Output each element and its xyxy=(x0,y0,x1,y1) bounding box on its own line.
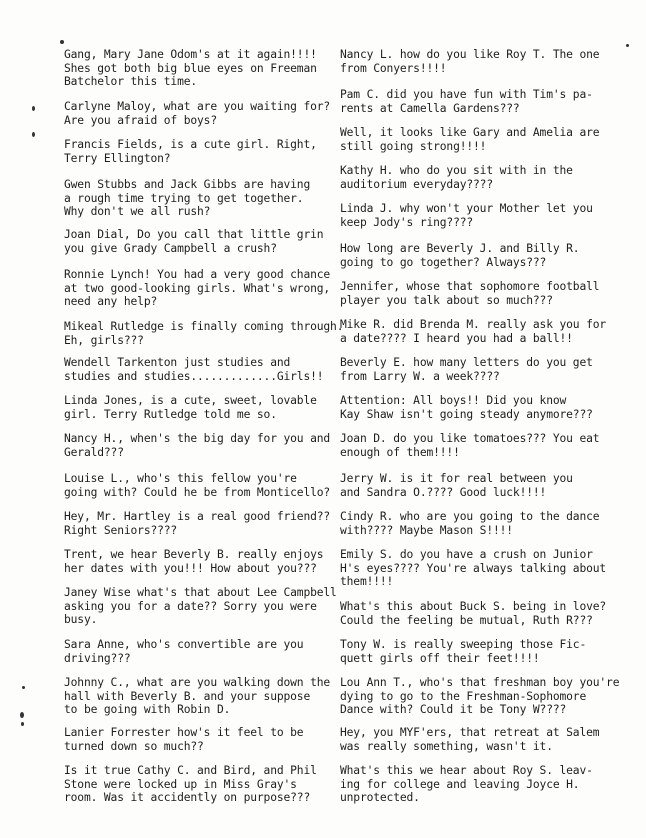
gossip-item: What's this about Buck S. being in love? Could the feeling be mutual, Ruth R??? xyxy=(340,600,607,627)
gossip-item: Linda J. why won't your Mother let you keep Jody's ring???? xyxy=(340,202,593,229)
gossip-item: Is it true Cathy C. and Bird, and Phil Stone were locked up in Miss Gray's room. Was it accidently on purpose??? xyxy=(64,764,317,805)
gossip-item: Nancy H., when's the big day for you and Gerald??? xyxy=(64,432,331,459)
scan-speck xyxy=(60,40,64,44)
gossip-item: Tony W. is really sweeping those Fic- quett girls off their feet!!!! xyxy=(340,638,587,665)
gossip-item: Trent, we hear Beverly B. really enjoys her dates with you!!! How about you??? xyxy=(64,548,324,575)
gossip-item: Ronnie Lynch! You had a very good chance at two good-looking girls. What's wrong, need any help? xyxy=(64,268,331,309)
scan-speck xyxy=(32,132,35,137)
gossip-item: Joan Dial, Do you call that little grin you give Grady Campbell a crush? xyxy=(64,228,324,255)
gossip-item: Carlyne Maloy, what are you waiting for? Are you afraid of boys? xyxy=(64,100,331,127)
gossip-item: Nancy L. how do you like Roy T. The one from Conyers!!!! xyxy=(340,48,600,75)
gossip-item: How long are Beverly J. and Billy R. going to go together? Always??? xyxy=(340,242,580,269)
gossip-item: Pam C. did you have fun with Tim's pa- rents at Camella Gardens??? xyxy=(340,88,593,115)
gossip-item: Louise L., who's this fellow you're going with? Could he be from Monticello? xyxy=(64,472,331,499)
gossip-item: Joan D. do you like tomatoes??? You eat enough of them!!!! xyxy=(340,432,600,459)
gossip-item: Jennifer, whose that sophomore football player you talk about so much??? xyxy=(340,280,600,307)
gossip-item: What's this we hear about Roy S. leav- ing for college and leaving Joyce H. unprotected. xyxy=(340,764,593,805)
gossip-item: Lou Ann T., who's that freshman boy you're dying to go to the Freshman-Sophomore Dance with? Could it be Tony W???? xyxy=(340,676,620,717)
gossip-item: Sara Anne, who's convertible are you driving??? xyxy=(64,638,304,665)
scan-speck xyxy=(20,712,24,718)
gossip-item: Cindy R. who are you going to the dance with???? Maybe Mason S!!!! xyxy=(340,510,600,537)
gossip-item: Janey Wise what's that about Lee Campbell asking you for a date?? Sorry you were busy. xyxy=(64,586,337,627)
gossip-item: Hey, Mr. Hartley is a real good friend?? Right Seniors???? xyxy=(64,510,331,537)
gossip-item: Lanier Forrester how's it feel to be turned down so much?? xyxy=(64,726,304,753)
gossip-item: Johnny C., what are you walking down the hall with Beverly B. and your suppose to be going with Robin D. xyxy=(64,676,331,717)
gossip-item: Jerry W. is it for real between you and Sandra O.???? Good luck!!!! xyxy=(340,472,573,499)
gossip-item: Kathy H. who do you sit with in the auditorium everyday???? xyxy=(340,164,573,191)
gossip-item: Attention: All boys!! Did you know Kay Shaw isn't going steady anymore??? xyxy=(340,394,593,421)
gossip-item: Wendell Tarkenton just studies and studies and studies.............Girls!! xyxy=(64,356,324,383)
gossip-item: Mikeal Rutledge is finally coming through. Eh, girls??? xyxy=(64,320,344,347)
gossip-item: Linda Jones, is a cute, sweet, lovable girl. Terry Rutledge told me so. xyxy=(64,394,317,421)
gossip-item: Hey, you MYF'ers, that retreat at Salem was really something, wasn't it. xyxy=(340,726,600,753)
scan-speck xyxy=(21,722,24,726)
gossip-item: Francis Fields, is a cute girl. Right, Terry Ellington? xyxy=(64,138,317,165)
gossip-item: Well, it looks like Gary and Amelia are still going strong!!!! xyxy=(340,126,600,153)
gossip-item: Mike R. did Brenda M. really ask you for a date???? I heard you had a ball!! xyxy=(340,318,607,345)
scan-speck xyxy=(22,686,25,689)
gossip-item: Gwen Stubbs and Jack Gibbs are having a rough time trying to get together. Why don't we all rush? xyxy=(64,178,311,219)
gossip-item: Emily S. do you have a crush on Junior H's eyes???? You're always talking about them!!!! xyxy=(340,548,607,589)
scan-speck xyxy=(32,106,35,111)
gossip-item: Beverly E. how many letters do you get from Larry W. a week???? xyxy=(340,356,593,383)
scan-speck xyxy=(626,44,629,47)
gossip-item: Gang, Mary Jane Odom's at it again!!!! Shes got both big blue eyes on Freeman Batchelor this time. xyxy=(64,48,317,89)
